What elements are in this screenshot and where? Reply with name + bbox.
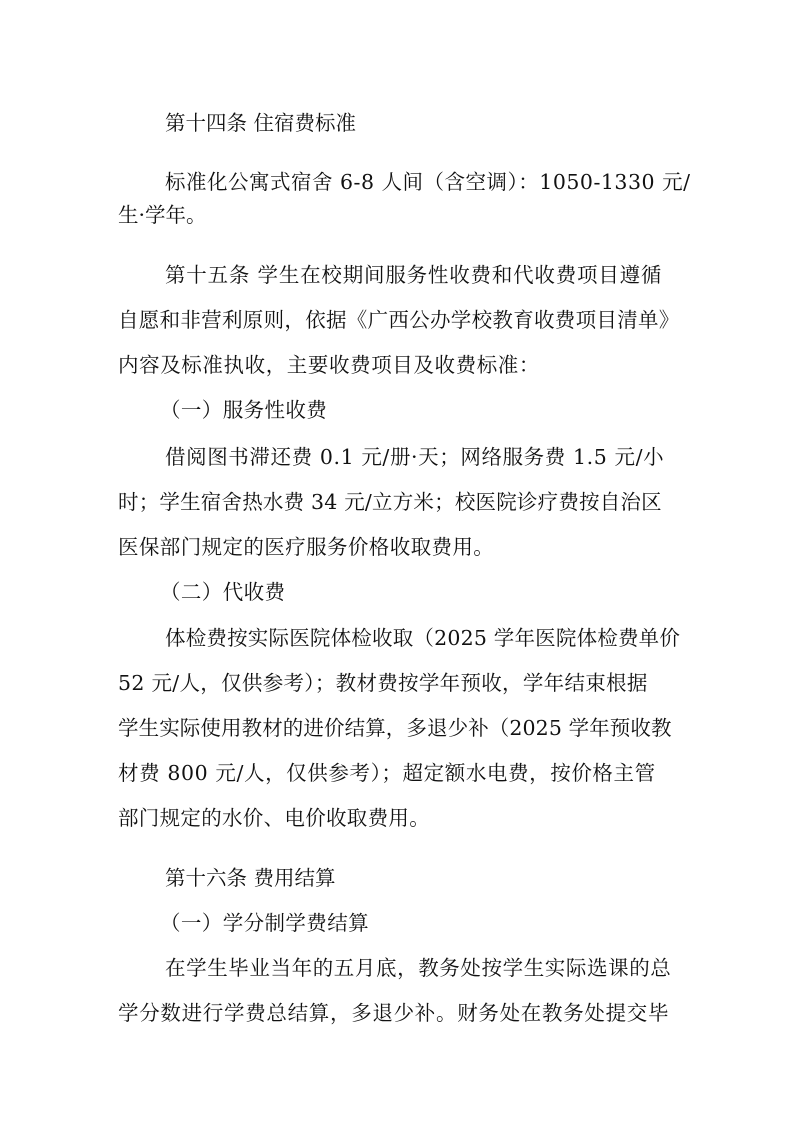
agency-fee-line-5: 部门规定的水价、电价收取费用。 [118, 806, 430, 830]
agency-fee-line-3: 学生实际使用教材的进价结算，多退少补（2025 学年预收教 [118, 716, 672, 740]
service-fee-line-1: 借阅图书滞还费 0.1 元/册·天；网络服务费 1.5 元/小 [165, 445, 665, 469]
agency-fee-line-1: 体检费按实际医院体检收取（2025 学年医院体检费单价 [165, 626, 681, 650]
article-15-line-3: 内容及标准执收，主要收费项目及收费标准： [118, 353, 540, 377]
credit-tuition-line-2: 学分数进行学费总结算，多退少补。财务处在教务处提交毕 [118, 1001, 670, 1025]
article-14-heading: 第十四条 住宿费标准 [165, 111, 357, 135]
agency-fee-subheading: （二）代收费 [160, 580, 286, 604]
article-15-line-2: 自愿和非营利原则，依据《广西公办学校教育收费项目清单》 [118, 308, 680, 332]
article-15-line-1: 第十五条 学生在校期间服务性收费和代收费项目遵循 [165, 263, 663, 287]
article-16-heading: 第十六条 费用结算 [165, 866, 336, 890]
service-fee-line-3: 医保部门规定的医疗服务价格收取费用。 [118, 535, 495, 559]
agency-fee-line-2: 52 元/人，仅供参考）；教材费按学年预收，学年结束根据 [118, 671, 648, 695]
credit-tuition-subheading: （一）学分制学费结算 [160, 911, 369, 935]
article-14-text-line-2: 生·学年。 [118, 203, 207, 227]
credit-tuition-line-1: 在学生毕业当年的五月底，教务处按学生实际选课的总 [165, 956, 672, 980]
article-14-text-line-1: 标准化公寓式宿舍 6-8 人间（含空调）：1050-1330 元/ [165, 170, 691, 194]
service-fee-line-2: 时；学生宿舍热水费 34 元/立方米；校医院诊疗费按自治区 [118, 490, 662, 514]
service-fee-subheading: （一）服务性收费 [160, 398, 328, 422]
agency-fee-line-4: 材费 800 元/人，仅供参考）；超定额水电费，按价格主管 [118, 761, 656, 785]
